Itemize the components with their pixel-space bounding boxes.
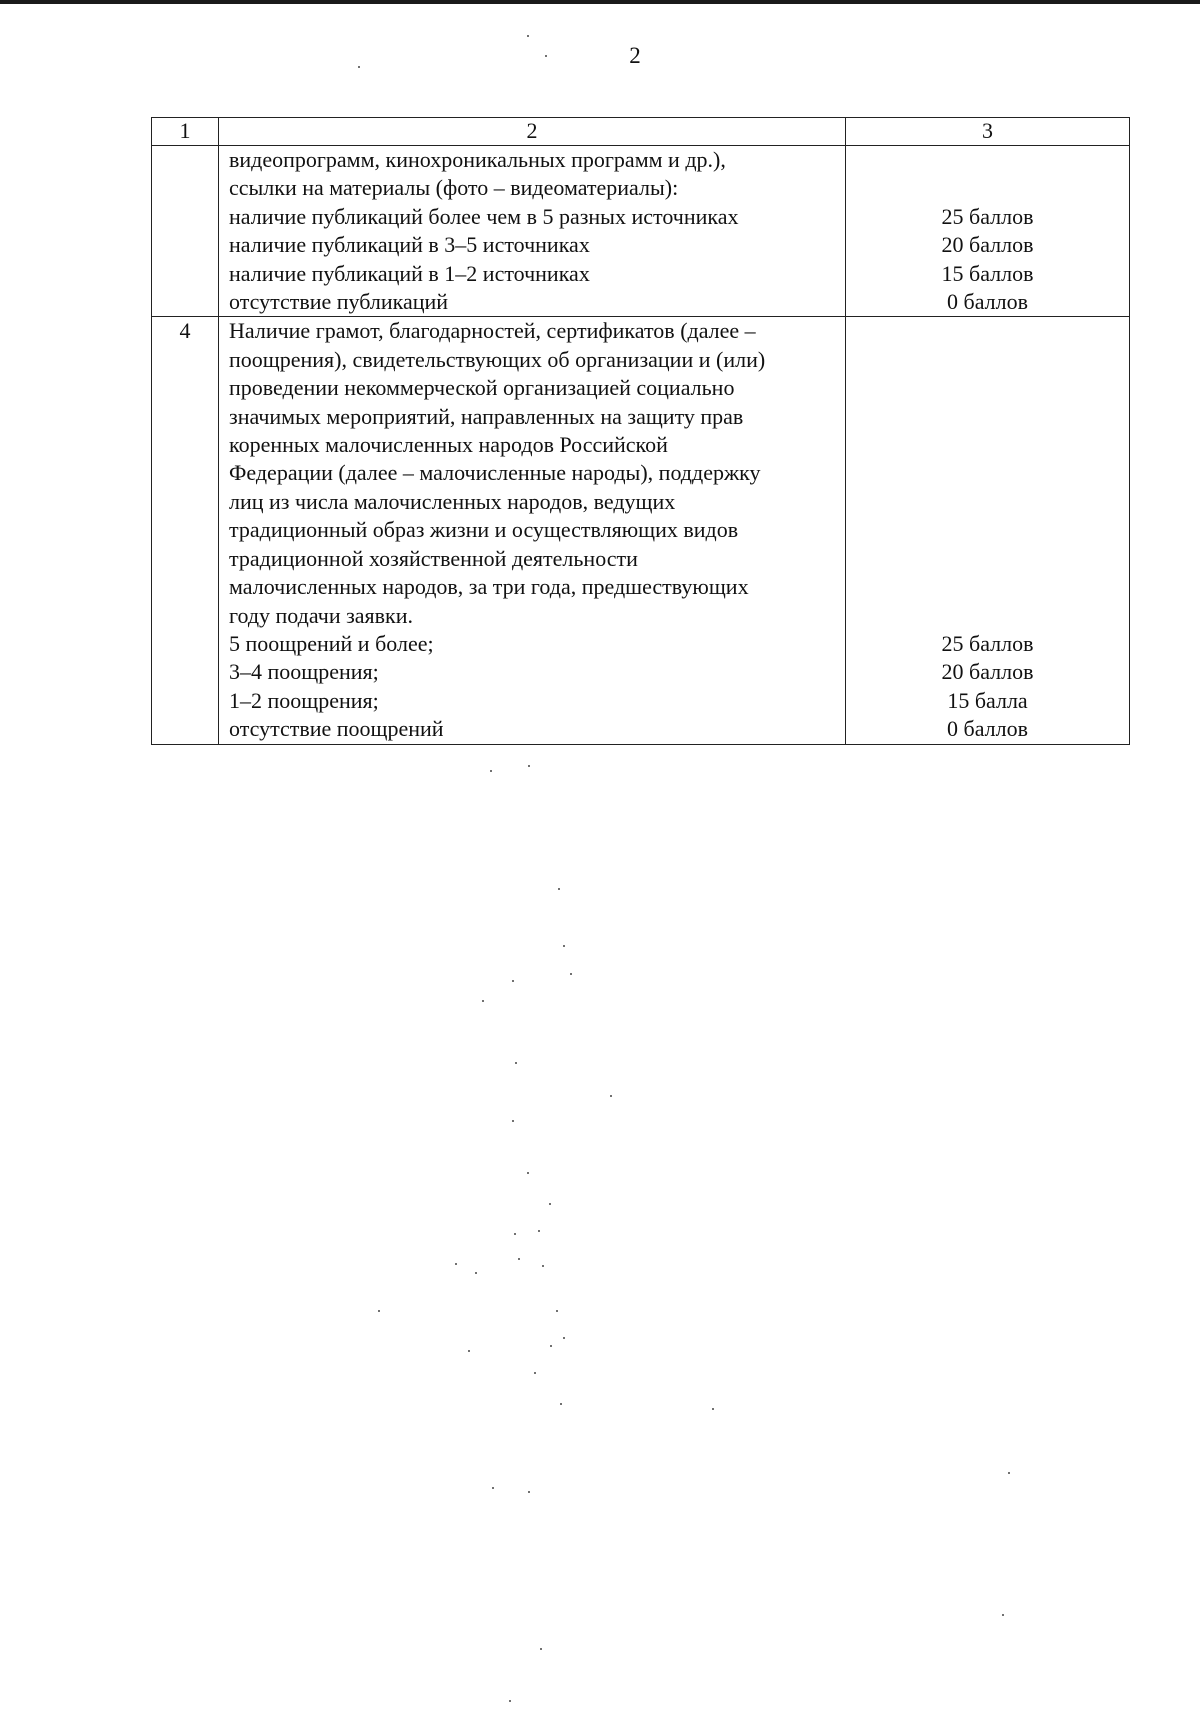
text-line: традиционный образ жизни и осуществляющих видов bbox=[229, 517, 739, 543]
scan-speck bbox=[528, 765, 530, 767]
table-row bbox=[152, 317, 1130, 744]
text-line: наличие публикаций в 3–5 источниках bbox=[229, 232, 590, 258]
scan-speck bbox=[563, 945, 565, 947]
score-value: 20 баллов bbox=[941, 232, 1034, 258]
text-line: Наличие грамот, благодарностей, сертификатов (далее – bbox=[229, 318, 756, 344]
criterion-text bbox=[219, 146, 846, 317]
header-col-2: 2 bbox=[219, 118, 846, 146]
score-value: 15 балла bbox=[947, 687, 1028, 713]
text-line: отсутствие публикаций bbox=[229, 289, 449, 315]
row-number bbox=[152, 146, 219, 317]
text-line: ссылки на материалы (фото – видеоматериалы): bbox=[229, 175, 679, 201]
scan-speck bbox=[610, 1095, 612, 1097]
scan-speck bbox=[570, 973, 572, 975]
text-line: наличие публикаций более чем в 5 разных источниках bbox=[229, 203, 739, 229]
table-row bbox=[152, 146, 1130, 317]
scan-speck bbox=[712, 1408, 714, 1410]
criterion-text bbox=[219, 317, 846, 744]
scan-speck bbox=[512, 1120, 514, 1122]
text-line: 1–2 поощрения; bbox=[229, 687, 379, 713]
score-cell bbox=[846, 317, 1130, 744]
scan-speck bbox=[518, 1258, 520, 1260]
scan-speck bbox=[549, 1203, 551, 1205]
scan-speck bbox=[550, 1345, 552, 1347]
header-col-3: 3 bbox=[846, 118, 1130, 146]
score-value: 15 баллов bbox=[941, 260, 1034, 286]
scan-speck bbox=[560, 1403, 562, 1405]
text-line: проведении некоммерческой организацией социально bbox=[229, 375, 735, 401]
text-line: наличие публикаций в 1–2 источниках bbox=[229, 260, 590, 286]
scan-speck bbox=[515, 1062, 517, 1064]
scan-speck bbox=[512, 980, 514, 982]
text-line: поощрения), свидетельствующих об организации и (или) bbox=[229, 346, 766, 372]
scan-speck bbox=[468, 1350, 470, 1352]
header-col-1: 1 bbox=[152, 118, 219, 146]
scan-speck bbox=[538, 1230, 540, 1232]
scan-speck bbox=[528, 1491, 530, 1493]
text-line: коренных малочисленных народов Российской bbox=[229, 432, 668, 458]
scan-speck bbox=[490, 770, 492, 772]
text-line: отсутствие поощрений bbox=[229, 716, 444, 742]
scan-speck bbox=[455, 1263, 457, 1265]
scan-speck bbox=[545, 55, 547, 57]
scan-speck bbox=[563, 1337, 565, 1339]
score-value: 20 баллов bbox=[941, 659, 1034, 685]
scan-speck bbox=[378, 1310, 380, 1312]
text-line: 5 поощрений и более; bbox=[229, 630, 434, 656]
page-number: 2 bbox=[629, 43, 641, 68]
text-line: лиц из числа малочисленных народов, ведущих bbox=[229, 488, 676, 514]
scan-speck bbox=[514, 1233, 516, 1235]
scan-speck bbox=[527, 1172, 529, 1174]
text-line: традиционной хозяйственной деятельности bbox=[229, 545, 638, 571]
scan-speck bbox=[509, 1700, 511, 1702]
scan-speck bbox=[475, 1272, 477, 1274]
text-line: значимых мероприятий, направленных на защиту прав bbox=[229, 403, 744, 429]
score-value: 0 баллов bbox=[947, 289, 1028, 315]
scan-speck bbox=[1008, 1472, 1010, 1474]
scan-speck bbox=[482, 1000, 484, 1002]
score-cell bbox=[846, 146, 1130, 317]
row-number: 4 bbox=[152, 317, 219, 744]
scan-speck bbox=[556, 1310, 558, 1312]
score-value: 25 баллов bbox=[941, 203, 1034, 229]
scan-speck bbox=[527, 35, 529, 37]
text-line: видеопрограмм, кинохроникальных программ и др.), bbox=[229, 147, 726, 172]
scan-speck bbox=[540, 1648, 542, 1650]
criteria-table bbox=[151, 117, 1130, 745]
text-line: Федерации (далее – малочисленные народы), поддержку bbox=[229, 460, 761, 486]
scan-speck bbox=[492, 1487, 494, 1489]
scan-speck bbox=[558, 888, 560, 890]
score-value: 25 баллов bbox=[941, 630, 1034, 656]
text-line: году подачи заявки. bbox=[229, 602, 414, 628]
score-value: 0 баллов bbox=[947, 716, 1028, 742]
scan-speck bbox=[1002, 1614, 1004, 1616]
scan-speck bbox=[542, 1265, 544, 1267]
text-line: малочисленных народов, за три года, предшествующих bbox=[229, 574, 749, 600]
table-header-row bbox=[152, 118, 1130, 146]
scan-speck bbox=[358, 66, 360, 68]
scan-speck bbox=[534, 1372, 536, 1374]
text-line: 3–4 поощрения; bbox=[229, 659, 379, 685]
page-top-edge bbox=[0, 0, 1200, 4]
